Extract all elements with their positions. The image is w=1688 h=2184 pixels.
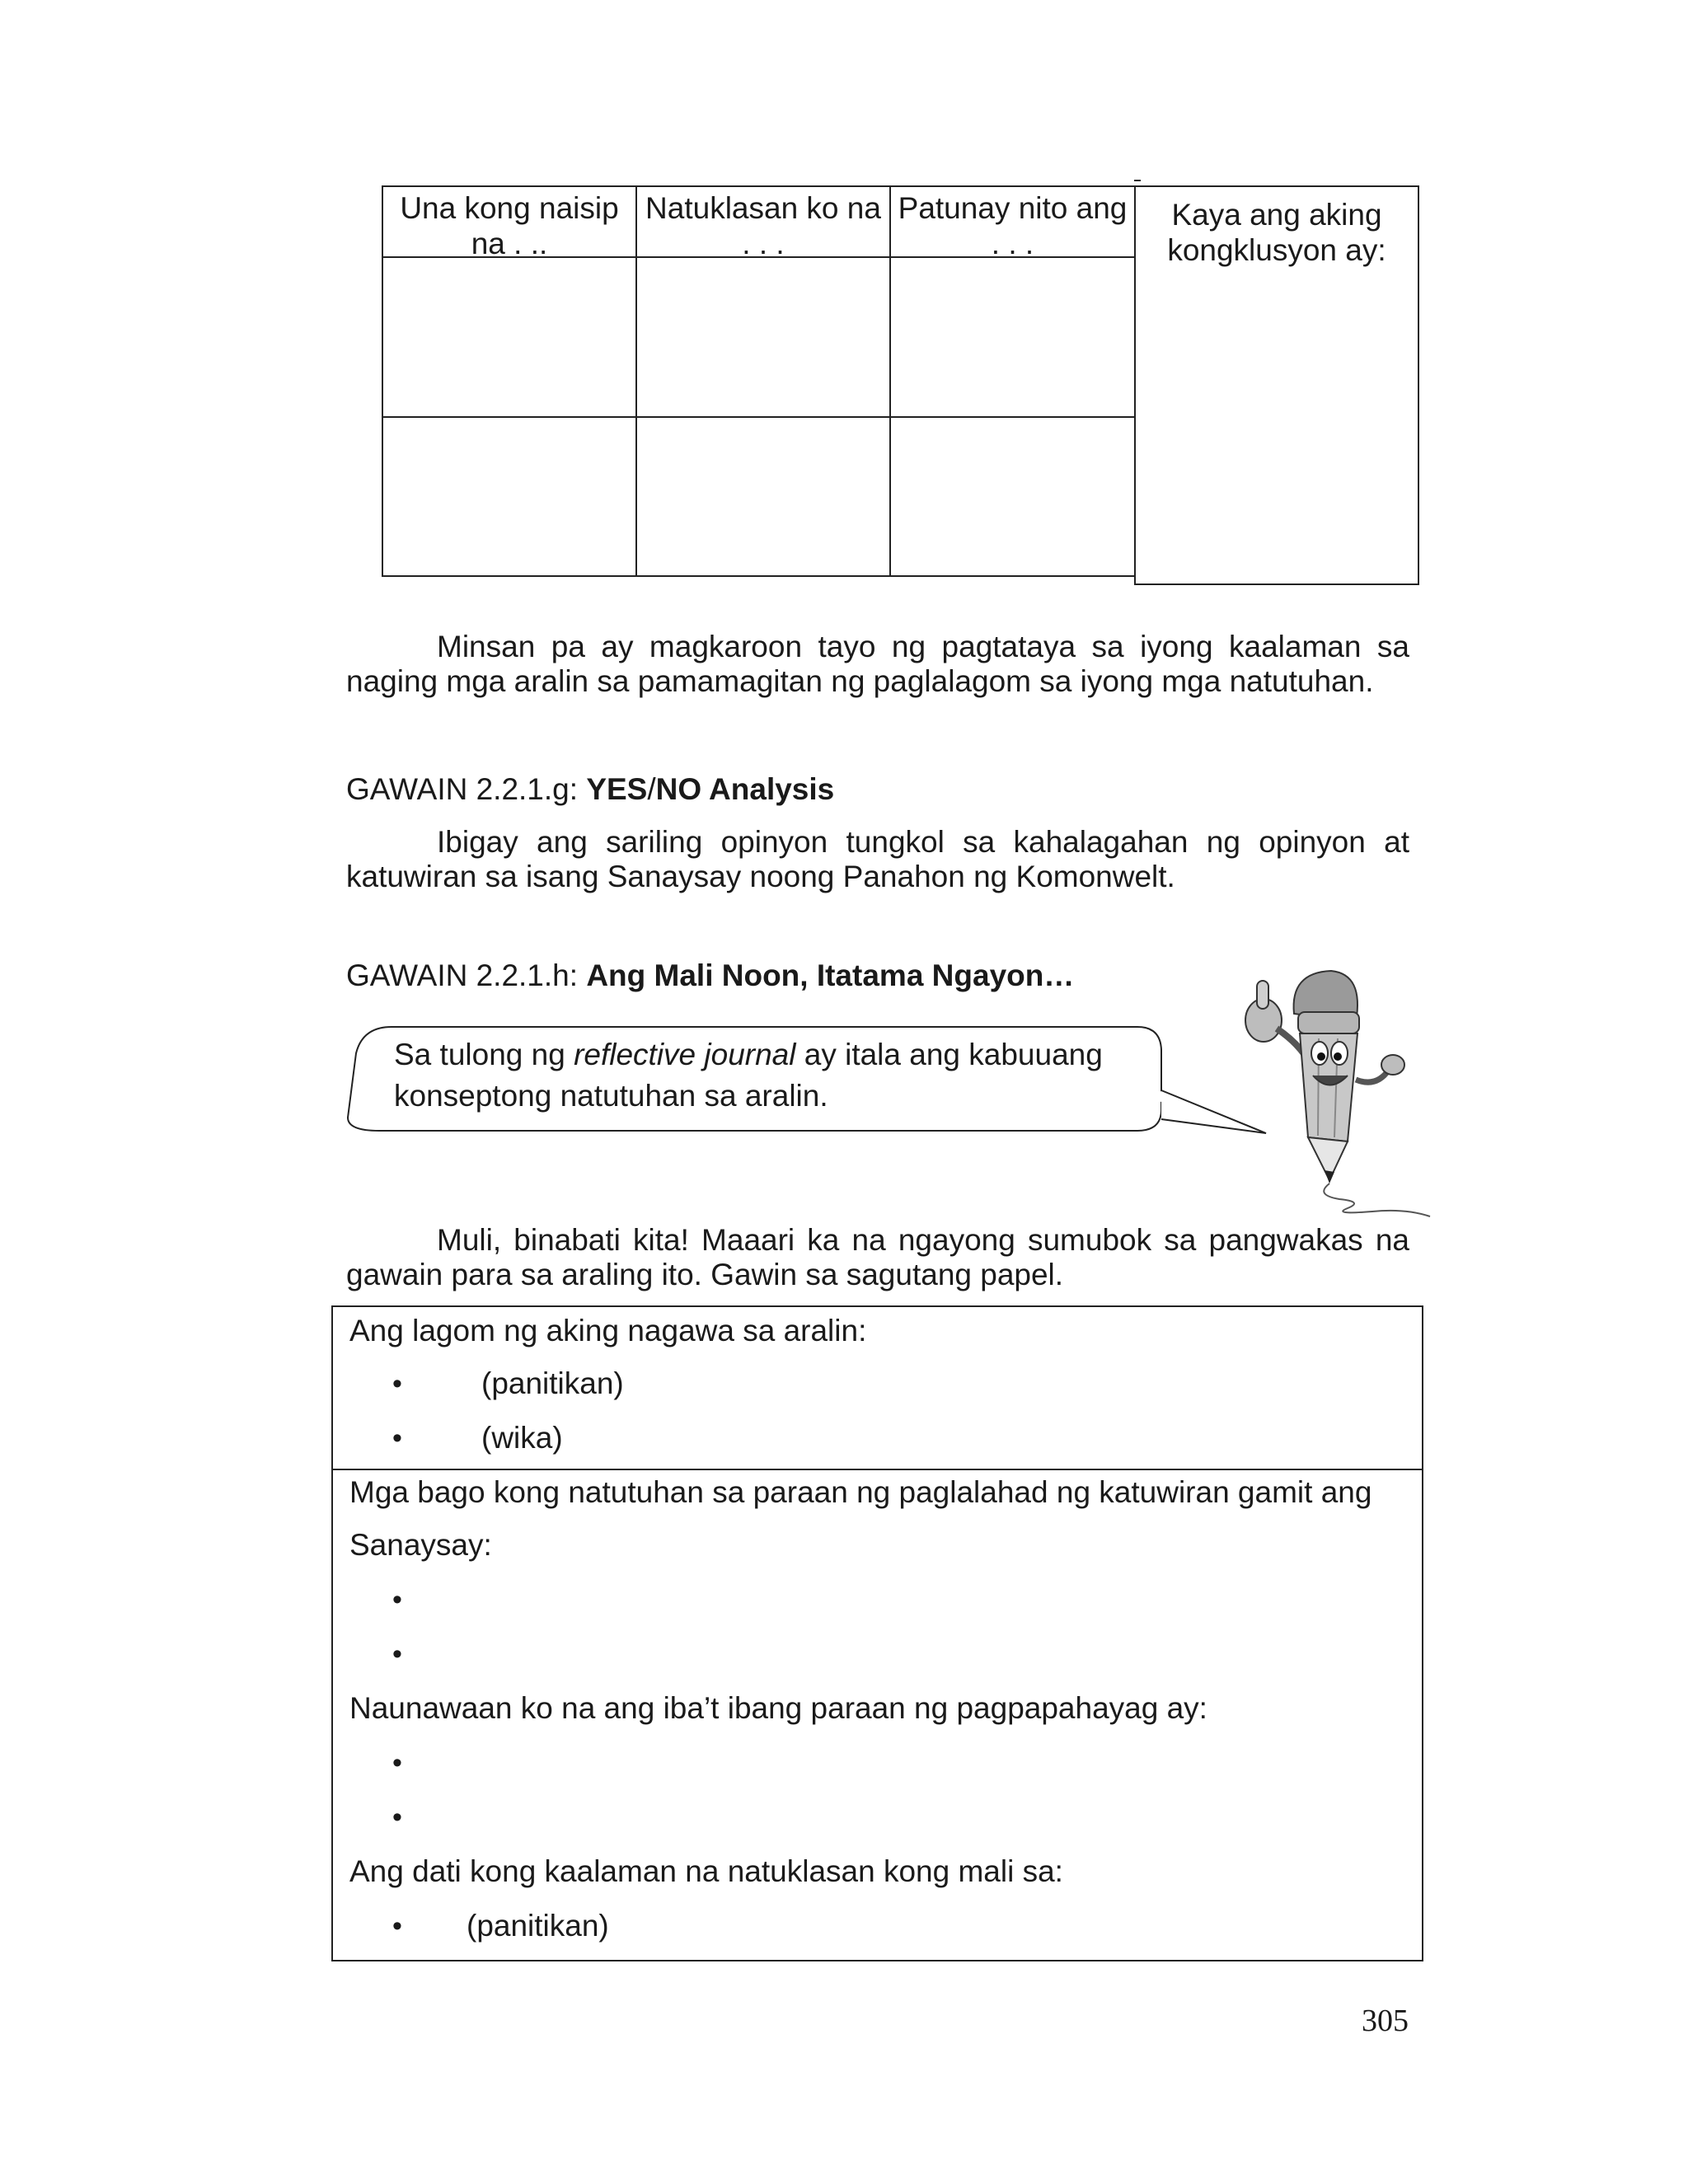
gawain-g-heading bbox=[346, 772, 834, 807]
bullet-icon: • bbox=[392, 1910, 402, 1942]
table-divider bbox=[333, 1469, 1422, 1470]
bubble-line1-a: Sa tulong ng bbox=[394, 1038, 574, 1071]
gawain-g-prefix: GAWAIN 2.2.1.g: bbox=[346, 772, 587, 806]
bubble-line1-b: ay itala ang kabuuang bbox=[795, 1038, 1103, 1071]
table-cell bbox=[891, 258, 1134, 416]
row2-subtitle-naunawaan: Naunawaan ko na ang iba’t ibang paraan ng pagpapahayag ay: bbox=[349, 1691, 1207, 1725]
bullet-icon: • bbox=[392, 1584, 402, 1615]
row2-subtitle-dati: Ang dati kong kaalaman na natuklasan kong mali sa: bbox=[349, 1854, 1063, 1888]
row2-bullet-panitikan: (panitikan) bbox=[467, 1909, 609, 1943]
table-cell bbox=[383, 418, 635, 575]
table-tick bbox=[1134, 180, 1141, 181]
table-cell bbox=[637, 258, 889, 416]
findings-table bbox=[382, 185, 1136, 577]
table-cell bbox=[891, 418, 1134, 575]
row1-title: Ang lagom ng aking nagawa sa aralin: bbox=[349, 1314, 867, 1347]
bubble-text bbox=[394, 1034, 1103, 1117]
page-number: 305 bbox=[1362, 2004, 1409, 2038]
bullet-icon: • bbox=[392, 1638, 402, 1670]
bullet-icon: • bbox=[392, 1747, 402, 1779]
table-header-una: Una kong naisip na . .. bbox=[400, 191, 619, 260]
gawain-g-instruction-text: Ibigay ang sariling opinyon tungkol sa kahalagahan ng opinyon at katuwiran sa isang Sanaysay noong Panahon ng Komonwelt. bbox=[346, 825, 1409, 893]
bubble-line1-italic: reflective journal bbox=[574, 1038, 796, 1071]
conclusion-header: Kaya ang aking kongklusyon ay: bbox=[1167, 198, 1386, 267]
conclusion-box bbox=[1134, 185, 1419, 585]
bubble-line2: konseptong natutuhan sa aralin. bbox=[394, 1079, 828, 1113]
gawain-g-yes: YES bbox=[586, 772, 648, 806]
bullet-icon: • bbox=[392, 1422, 402, 1454]
table-header-natuklasan: Natuklasan ko na . . . bbox=[645, 191, 881, 260]
gawain-h-title: Ang Mali Noon, Itatama Ngayon… bbox=[586, 958, 1075, 992]
gawain-h-prefix: GAWAIN 2.2.1.h: bbox=[346, 958, 587, 992]
bullet-icon: • bbox=[392, 1802, 402, 1833]
gawain-h-heading bbox=[346, 958, 1074, 993]
row2-title-line1: Mga bago kong natutuhan sa paraan ng paglalahad ng katuwiran gamit ang bbox=[349, 1475, 1372, 1509]
pencil-mascot-icon bbox=[1232, 964, 1434, 1228]
bullet-icon: • bbox=[392, 1368, 402, 1399]
table-header-patunay: Patunay nito ang . . . bbox=[898, 191, 1128, 260]
summary-table bbox=[331, 1305, 1423, 1961]
row1-bullet-wika: (wika) bbox=[481, 1421, 563, 1455]
closing-text: Muli, binabati kita! Maaari ka na ngayong sumubok sa pangwakas na gawain para sa araling ito. Gawin sa sagutang papel. bbox=[346, 1223, 1409, 1291]
row1-bullet-panitikan: (panitikan) bbox=[481, 1366, 624, 1400]
row2-title-line2: Sanaysay: bbox=[349, 1528, 492, 1562]
table-cell bbox=[637, 418, 889, 575]
intro-paragraph bbox=[346, 630, 1409, 699]
table-cell bbox=[383, 258, 635, 416]
gawain-g-slash: / bbox=[647, 772, 656, 806]
intro-text: Minsan pa ay magkaroon tayo ng pagtataya sa iyong kaalaman sa naging mga aralin sa pamamagitan ng paglalagom sa iyong mga natutuhan. bbox=[346, 630, 1409, 698]
closing-paragraph bbox=[346, 1223, 1409, 1292]
gawain-g-no: NO Analysis bbox=[655, 772, 835, 806]
gawain-g-instruction bbox=[346, 825, 1409, 894]
